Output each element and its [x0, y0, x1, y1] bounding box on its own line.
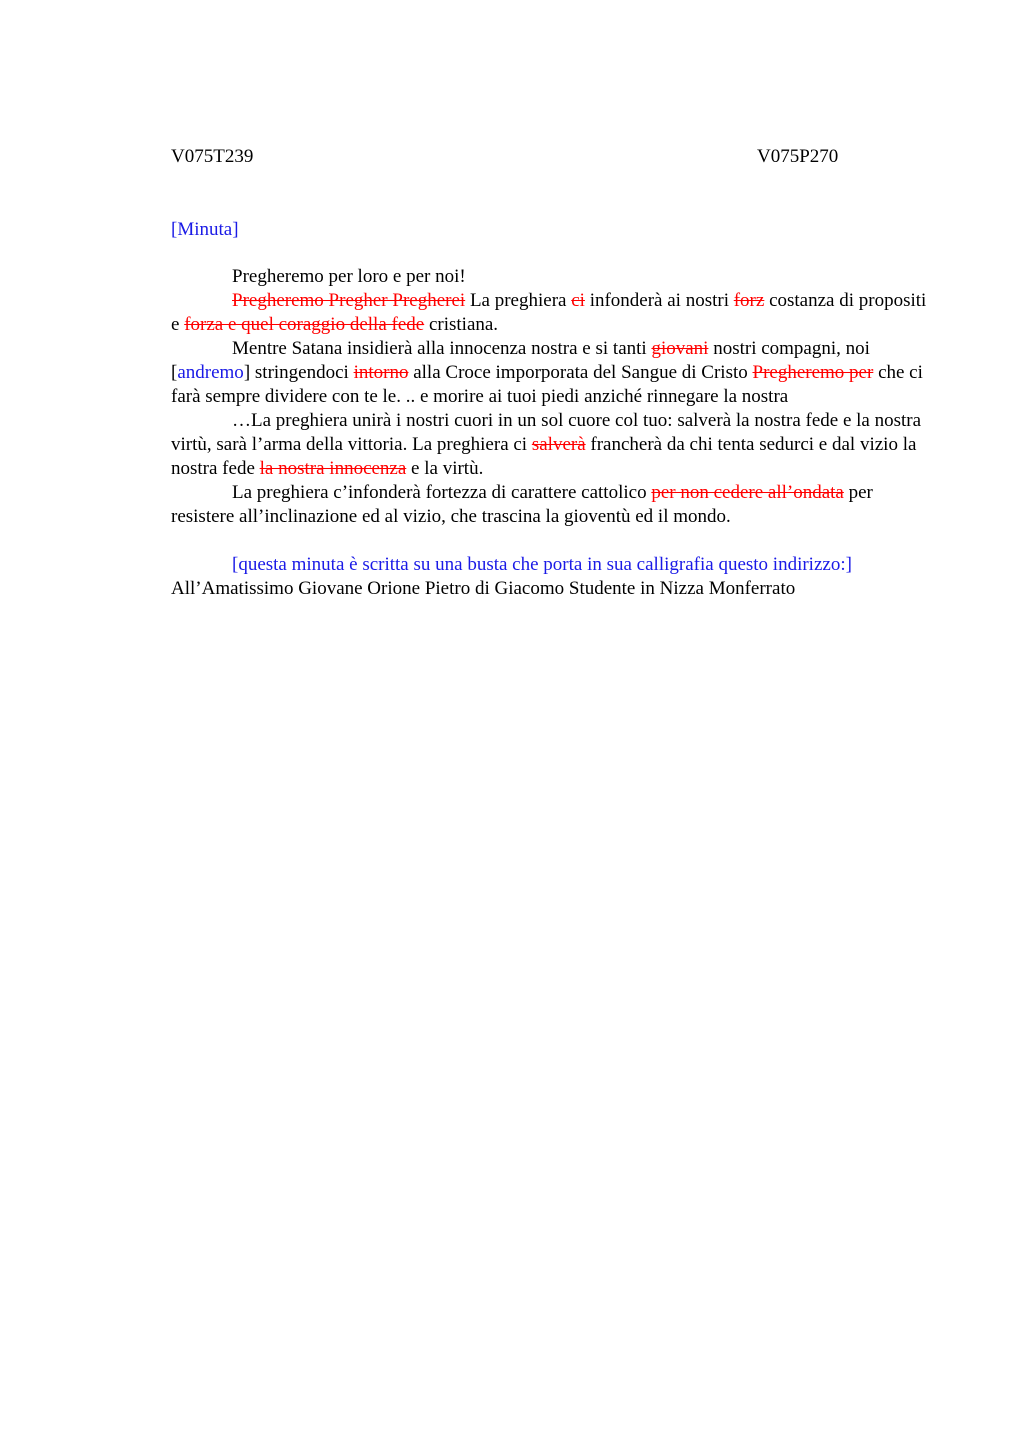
- envelope-address: All’Amatissimo Giovane Orione Pietro di Giacomo Studente in Nizza Monferrato: [171, 578, 796, 599]
- text-run: per resistere all’inclinazione ed al vizio, che trascina la gioventù ed il mondo.: [171, 482, 873, 527]
- paragraph-5: [171, 481, 929, 529]
- deleted-text: intorno: [353, 362, 409, 383]
- text-run: che ci farà sempre dividere con te le. .. e morire ai tuoi piedi anziché rinnegare la nostra: [171, 362, 923, 407]
- minuta-label: [Minuta]: [171, 219, 239, 240]
- text-run: francherà da chi tenta sedurci e dal vizio la nostra fede: [171, 434, 917, 479]
- deleted-text: Pregheremo Pregher Pregherei: [232, 290, 466, 311]
- text-run: nostri compagni, noi [: [171, 338, 870, 383]
- text-run: cristiana.: [424, 314, 499, 335]
- editorial-note: [questa minuta è scritta su una busta che porta in sua calligrafia questo indirizzo:]: [232, 554, 852, 575]
- paragraph-2: [171, 289, 929, 337]
- text-run: La preghiera c’infonderà fortezza di carattere cattolico: [232, 482, 652, 503]
- paragraph-1: Pregheremo per loro e per noi!: [232, 266, 466, 287]
- document-page: [171, 145, 929, 601]
- deleted-text: la nostra innocenza: [259, 458, 407, 479]
- document-header: [171, 145, 929, 169]
- deleted-text: giovani: [651, 338, 709, 359]
- deleted-text: salverà: [531, 434, 586, 455]
- document-body: [171, 265, 929, 601]
- text-run: …La preghiera unirà i nostri cuori in un sol cuore col tuo: salverà la nostra fede e la nostra virtù, sarà l’arma della vittoria. La preghiera ci: [171, 410, 922, 455]
- deleted-text: ci: [571, 290, 585, 311]
- text-run: ] stringendoci: [243, 362, 354, 383]
- editorial-insertion: andremo: [177, 362, 244, 383]
- deleted-text: forz: [733, 290, 765, 311]
- deleted-text: Pregheremo per: [752, 362, 874, 383]
- deleted-text: forza e quel coraggio della fede: [184, 314, 425, 335]
- text-run: infonderà ai nostri: [584, 290, 734, 311]
- text-run: Mentre Satana insidierà alla innocenza nostra e si tanti: [232, 338, 652, 359]
- paragraph-4: [171, 409, 929, 481]
- document-id-left: V075T239: [171, 146, 254, 167]
- text-run: La preghiera: [465, 290, 572, 311]
- deleted-text: per non cedere all’ondata: [651, 482, 844, 503]
- paragraph-3: [171, 337, 929, 409]
- text-run: e la virtù.: [406, 458, 484, 479]
- text-run: alla Croce imporporata del Sangue di Cristo: [408, 362, 753, 383]
- text-run: costanza di propositi e: [171, 290, 927, 335]
- document-id-right: V075P270: [757, 146, 839, 167]
